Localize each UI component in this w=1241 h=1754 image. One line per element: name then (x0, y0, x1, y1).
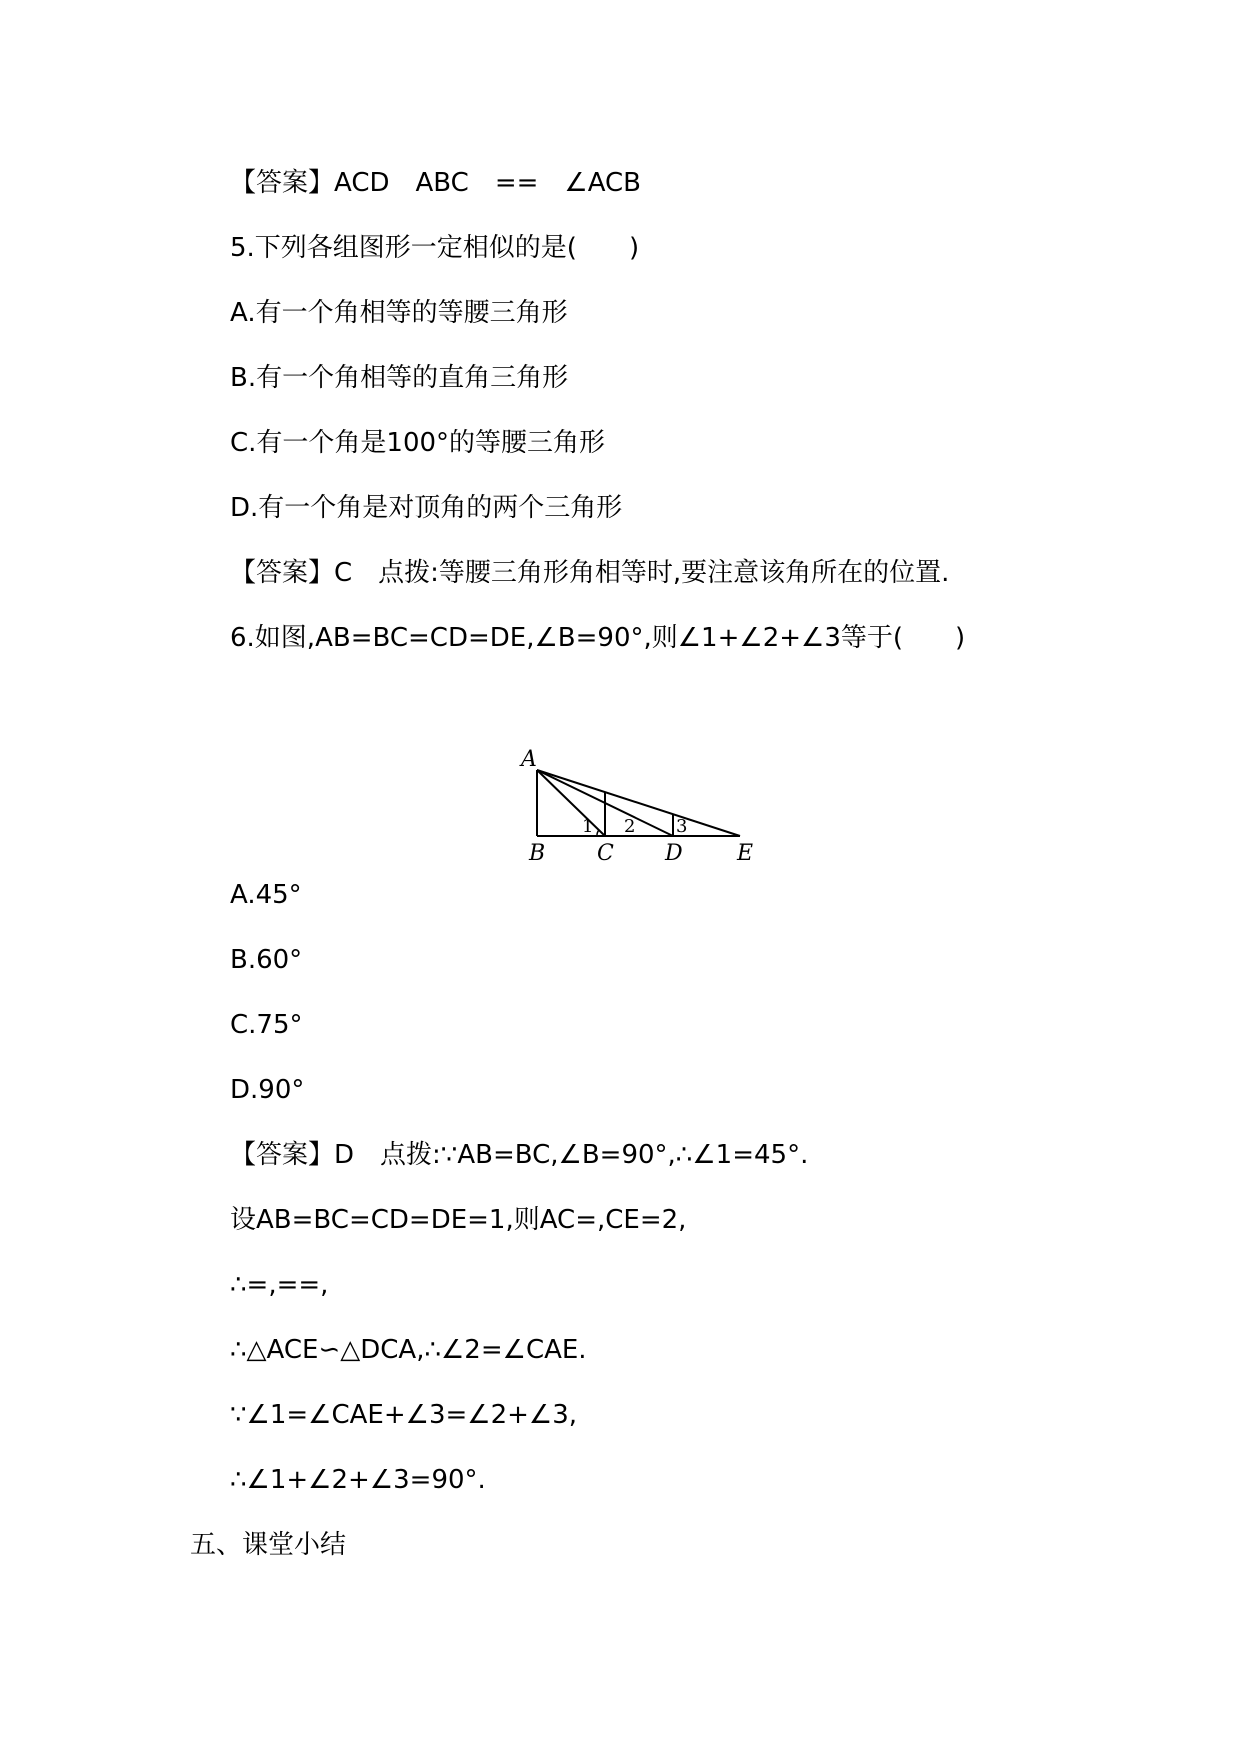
point-e-label: E (737, 841, 754, 866)
option-5b: B.有一个角相等的直角三角形 (230, 363, 569, 393)
angle-3-label: 3 (676, 816, 688, 837)
point-d-label: D (665, 841, 683, 866)
option-6c: C.75° (230, 1010, 303, 1040)
angle-1-label: 1 (582, 816, 594, 837)
solution-line-2: ∴=,==, (230, 1270, 329, 1300)
option-5c: C.有一个角是100°的等腰三角形 (230, 428, 606, 458)
solution-line-4: ∵∠1=∠CAE+∠3=∠2+∠3, (230, 1400, 578, 1430)
question-5: 5.下列各组图形一定相似的是( ) (230, 233, 640, 263)
point-a-label: A (521, 747, 537, 772)
solution-line-3: ∴△ACE∽△DCA,∴∠2=∠CAE. (230, 1335, 587, 1365)
option-5a: A.有一个角相等的等腰三角形 (230, 298, 568, 328)
answer-5: 【答案】C 点拨:等腰三角形角相等时,要注意该角所在的位置. (230, 558, 950, 588)
section-title: 五、课堂小结 (190, 1530, 347, 1560)
angle-2-label: 2 (624, 816, 636, 837)
triangle-figure (515, 742, 765, 866)
triangle-diagram (515, 742, 765, 866)
point-c-label: C (597, 841, 614, 866)
segment-ac (537, 770, 605, 836)
answer-6: 【答案】D 点拨:∵AB=BC,∠B=90°,∴∠1=45°. (230, 1140, 809, 1170)
point-b-label: B (529, 841, 546, 866)
question-6: 6.如图,AB=BC=CD=DE,∠B=90°,则∠1+∠2+∠3等于( ) (230, 623, 966, 653)
solution-line-5: ∴∠1+∠2+∠3=90°. (230, 1465, 486, 1495)
option-6a: A.45° (230, 880, 302, 910)
segment-ae (537, 770, 740, 836)
option-6b: B.60° (230, 945, 303, 975)
answer-4: 【答案】ACD ABC == ∠ACB (230, 168, 642, 198)
option-6d: D.90° (230, 1075, 305, 1105)
solution-line-1: 设AB=BC=CD=DE=1,则AC=,CE=2, (230, 1205, 687, 1235)
option-5d: D.有一个角是对顶角的两个三角形 (230, 493, 623, 523)
